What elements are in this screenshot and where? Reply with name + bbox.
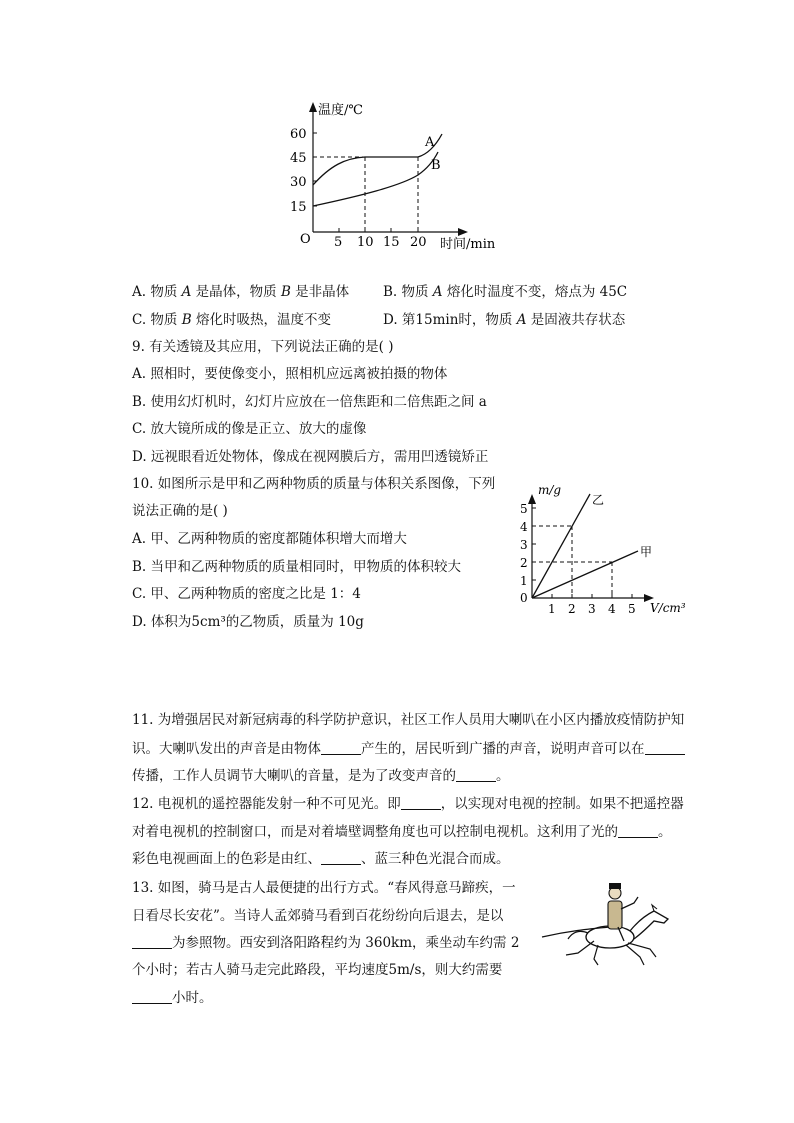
line-jia [532,551,638,598]
q12-blank-3[interactable] [321,851,361,866]
q10-stem-line1: 10. 如图所示是甲和乙两种物质的质量与体积关系图像，下列 [132,476,496,492]
y-tick-30: 30 [290,175,307,190]
curve-b-label: B [431,158,441,173]
q10-option-c[interactable]: C. 甲、乙两种物质的密度之比是 1：4 [132,586,361,602]
q9-option-c[interactable]: C. 放大镜所成的像是正立、放大的虚像 [132,421,367,437]
y-tick-60: 60 [290,127,307,142]
horse-tail [568,931,588,939]
y-tick-15: 15 [290,200,307,215]
q11-blank-3[interactable] [456,768,496,783]
line-yi-label: 乙 [592,493,605,507]
q12-blank-1[interactable] [401,796,441,811]
q8-option-c[interactable]: C. 物质 B 熔化时吸热，温度不变 [132,312,331,328]
q9-stem: 9. 有关透镜及其应用，下列说法正确的是( ) [132,339,394,355]
x-tick-5: 5 [334,235,343,250]
q11-blank-2[interactable] [645,741,685,756]
q8-option-b[interactable]: B. 物质 A 熔化时温度不变，熔点为 45C [383,284,628,300]
m-axis-label: m/g [538,483,562,497]
q13-blank-1[interactable] [132,935,172,950]
rider-arm [621,897,638,909]
x-tick-10: 10 [357,235,374,250]
horse-legs [566,941,656,965]
q11-line1: 11. 为增强居民对新冠病毒的科学防护意识，社区工作人员用大喇叭在小区内播放疫情防护知 [132,712,685,728]
q9-option-d[interactable]: D. 远视眼看近处物体，像成在视网膜后方，需用凹透镜矫正 [132,449,489,465]
v-tick-3: 3 [588,602,596,616]
line-yi [532,494,590,598]
q11-blank-1[interactable] [321,741,361,756]
y-axis-arrow [309,102,317,112]
m-tick-4: 4 [520,520,528,534]
v-tick-2: 2 [568,602,576,616]
q11-line3: 传播，工作人员调节大喇叭的音量，是为了改变声音的 。 [132,768,510,784]
m-axis-arrow [528,494,536,504]
q13-line2: 日看尽长安花”。当诗人孟郊骑马看到百花纷纷向后退去，是以 [132,908,504,924]
q12-line3: 彩色电视画面上的色彩是由红、 、蓝三种色光混合而成。 [132,851,510,867]
q13-blank-2[interactable] [132,990,172,1005]
q13-line5: 小时。 [132,986,213,1006]
origin-label: O [300,232,311,247]
q12-blank-2[interactable] [618,824,658,839]
curve-b [313,152,438,206]
horse-head [630,911,668,939]
curve-a [313,134,442,185]
x-tick-15: 15 [383,235,400,250]
q13-line3: 为参照物。西安到洛阳路程约为 360km，乘坐动车约需 2 [132,931,519,951]
y-axis-label: 温度/℃ [318,103,363,118]
q12-line1: 12. 电视机的遥控器能发射一种不可见光。即 ，以实现对电视的控制。如果不把遥控器 [132,796,684,812]
rider-body [608,901,622,929]
q9-option-b[interactable]: B. 使用幻灯机时，幻灯片应放在一倍焦距和二倍焦距之间 a [132,394,487,410]
q8-option-d[interactable]: D. 第15min时，物质 A 是固液共存状态 [383,312,626,328]
line-jia-label: 甲 [640,545,653,559]
q11-line2: 识。大喇叭发出的声音是由物体 产生的，居民听到广播的声音，说明声音可以在 [132,737,685,757]
m-tick-2: 2 [520,556,528,570]
m-tick-5: 5 [520,502,528,516]
m-tick-3: 3 [520,538,528,552]
mass-volume-graph [510,478,700,618]
temperature-time-graph [280,95,520,255]
curve-a-label: A [425,135,435,150]
q12-line2: 对着电视机的控制窗口，而是对着墙壁调整角度也可以控制电视机。这利用了光的 。 [132,824,672,840]
origin-0: 0 [520,591,528,605]
q9-option-a[interactable]: A. 照相时，要使像变小，照相机应远离被拍摄的物体 [132,366,448,382]
v-tick-1: 1 [548,602,556,616]
q10-option-b[interactable]: B. 当甲和乙两种物质的质量相同时，甲物质的体积较大 [132,559,462,575]
q8-option-a[interactable]: A. 物质 A 是晶体，物质 B 是非晶体 [132,284,350,300]
rider-hat [609,883,621,889]
horse-rider-illustration [538,875,688,967]
x-tick-20: 20 [410,235,427,250]
y-tick-45: 45 [290,151,307,166]
q13-line1: 13. 如图，骑马是古人最便捷的出行方式。“春风得意马蹄疾，一 [132,880,516,896]
v-axis-label: V/cm³ [650,601,686,615]
q10-option-d[interactable]: D. 体积为5cm³的乙物质，质量为 10g [132,614,364,630]
x-axis-arrow [458,228,468,236]
x-axis-label: 时间/min [440,237,496,252]
q10-option-a[interactable]: A. 甲、乙两种物质的密度都随体积增大而增大 [132,531,407,547]
m-tick-1: 1 [520,574,528,588]
q10-stem-line2: 说法正确的是( ) [132,503,228,519]
q13-line4: 个小时；若古人骑马走完此路段，平均速度5m/s，则大约需要 [132,962,503,978]
v-tick-4: 4 [608,602,616,616]
v-tick-5: 5 [628,602,636,616]
